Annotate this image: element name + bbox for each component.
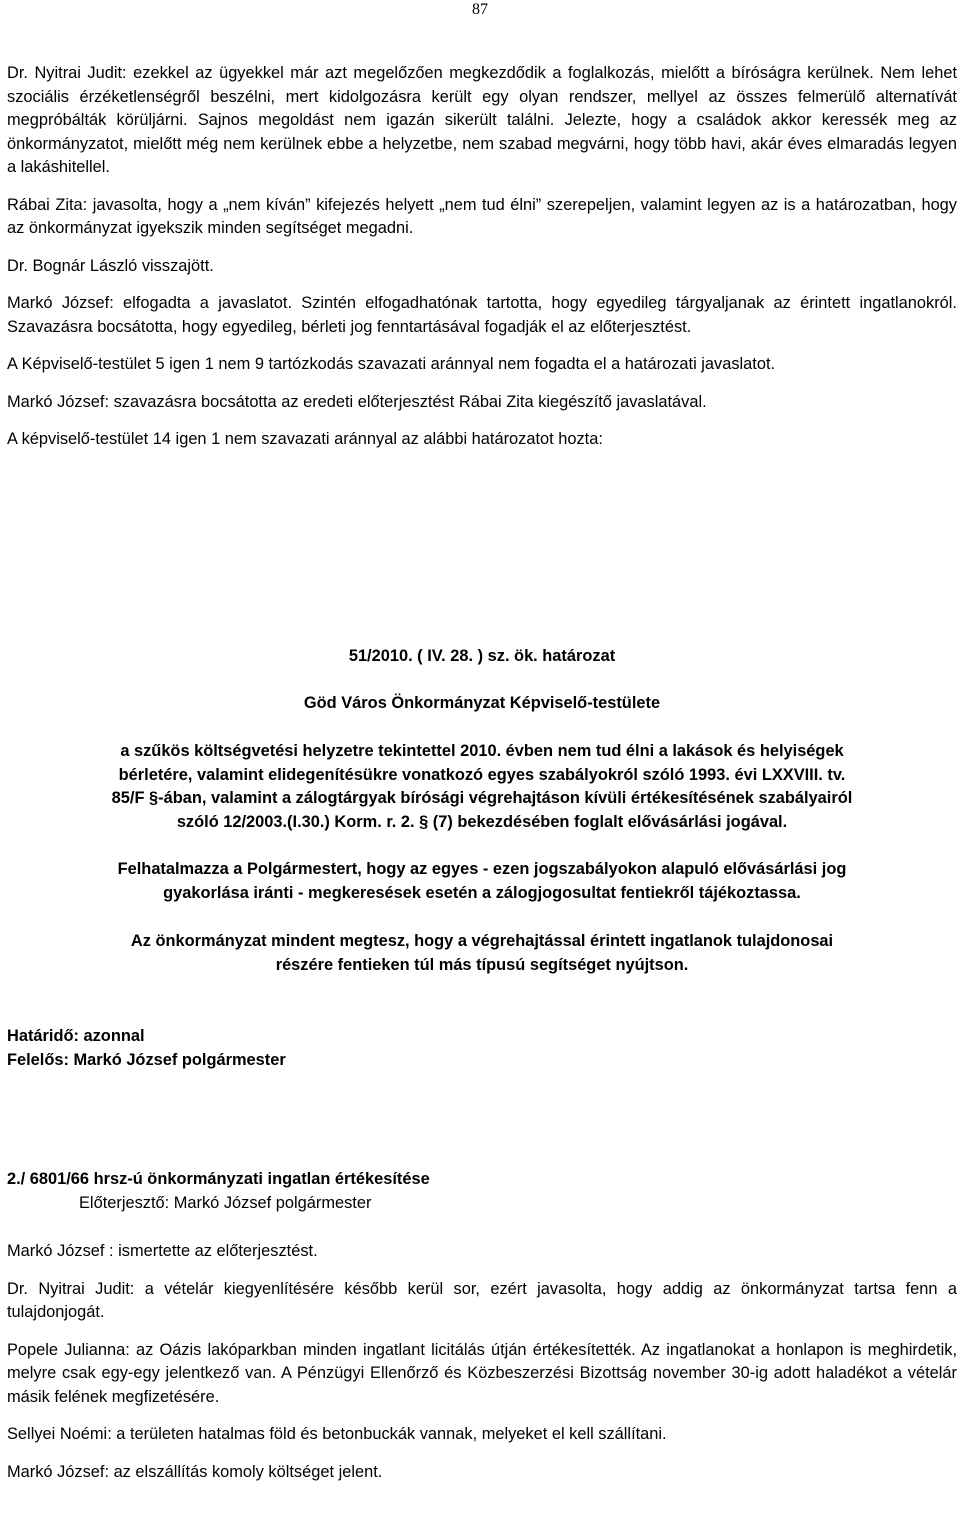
resolution-clause-3 — [7, 930, 957, 977]
paragraph-vote-1: A Képviselő-testület 5 igen 1 nem 9 tartózkodás szavazati aránnyal nem fogadta el a határozati javaslatot. — [7, 355, 776, 373]
paragraph-marko-2: Markó József: szavazásra bocsátotta az eredeti előterjesztést Rábai Zita kiegészítő javaslatával. — [7, 392, 707, 411]
resolution-number: 51/2010. ( IV. 28. ) sz. ök. határozat — [348, 647, 616, 665]
paragraph-marko-3: Markó József : ismertette az előterjesztést. — [7, 1242, 318, 1260]
resolution-footer — [7, 1025, 957, 1072]
clause-2-line: gyakorlása iránti - megkeresések esetén a zálogjogosultat fentiekről tájékoztassa. — [163, 883, 801, 902]
clause-1-line: a szűkös költségvetési helyzetre tekintettel 2010. évben nem tud élni a lakások és helyiségek — [120, 742, 844, 760]
resolution-clause-1 — [7, 740, 957, 834]
paragraph-nyitrai-2: Dr. Nyitrai Judit: a vételár kiegyenlítésére később kerül sor, ezért javasolta, hogy addig az önkormányzat tartsa fenn a tulajdonjogát. — [7, 1279, 957, 1321]
paragraph-sellyei: Sellyei Noémi: a területen hatalmas föld és betonbuckák vannak, melyeket el kell szállítani. — [7, 1425, 667, 1443]
clause-2-line: Felhatalmazza a Polgármestert, hogy az egyes - ezen jogszabályokon alapuló elővásárlási jog — [117, 860, 847, 878]
clause-1-line: 85/F §-ában, valamint a zálogtárgyak bírósági végrehajtáson kívüli értékesítésének szabályairól — [111, 789, 853, 807]
paragraph-marko-1: Markó József: elfogadta a javaslatot. Szintén elfogadhatónak tartotta, hogy egyedileg tárgyaljanak az érintett ingatlanokról. Szavazásra bocsátotta, hogy egyedileg, bérleti jog fenntartásával fogadják el az előterjesztést. — [7, 294, 957, 336]
paragraph-popele: Popele Julianna: az Oázis lakóparkban minden ingatlant licitálás útján értékesítették. Az ingatlanokat a honlapon is meghirdetik, melyre csak egy-egy jelentkező van. A Pénzügyi Ellenőrző és Közbeszerzési Bizottság november 30-ig adott haladékot a vételár másik felének megfizetésére. — [7, 1340, 957, 1406]
paragraph-bognar: Dr. Bognár László visszajött. — [7, 256, 214, 275]
resolution-body: Göd Város Önkormányzat Képviselő-testülete — [303, 694, 661, 712]
discussion-section-2 — [7, 1240, 957, 1484]
resolution-clause-2 — [7, 858, 957, 905]
paragraph-marko-4: Markó József: az elszállítás komoly költséget jelent. — [7, 1462, 383, 1481]
clause-1-line: bérletére, valamint elidegenítésükre vonatkozó egyes szabályokról szóló 1993. évi LXXVIII. tv. — [118, 765, 846, 784]
paragraph-nyitrai-1: Dr. Nyitrai Judit: ezekkel az ügyekkel már azt megelőzően megkezdődik a foglalkozás, mielőtt a bíróságra kerülnek. Nem lehet szociális érzéketlenségről beszélni, mert kidolgozásra került egy olyan rendszer, mellyel az összes felmerülő alternatívát megpróbálták körüljárni. Sajnos megoldást nem igazán sikerült találni. Jelezte, hogy a családok akkor keressék meg az önkormányzatot, mielőtt még nem kerülnek ebbe a helyzetbe, nem szabad megvárni, hogy több havi, akár éves elmaradás legyen a lakáshitellel. — [7, 64, 957, 176]
clause-1-line: szóló 12/2003.(I.30.) Korm. r. 2. § (7) bekezdésében foglalt elővásárlási jogával. — [176, 812, 788, 831]
responsible: Felelős: Markó József polgármester — [7, 1050, 286, 1069]
page-number: 87 — [472, 1, 488, 18]
agenda-title: 2./ 6801/66 hrsz-ú önkormányzati ingatlan értékesítése — [7, 1170, 430, 1188]
discussion-section — [7, 62, 957, 452]
clause-3-line: részére fentieken túl más típusú segítséget nyújtson. — [275, 955, 689, 974]
clause-3-line: Az önkormányzat mindent megtesz, hogy a végrehajtással érintett ingatlanok tulajdonosai — [130, 932, 834, 950]
agenda-presenter: Előterjesztő: Markó József polgármester — [79, 1193, 372, 1212]
agenda-item — [7, 1168, 957, 1215]
deadline: Határidő: azonnal — [7, 1027, 145, 1045]
paragraph-vote-2: A képviselő-testület 14 igen 1 nem szavazati aránnyal az alábbi határozatot hozta: — [7, 430, 603, 448]
paragraph-rabai: Rábai Zita: javasolta, hogy a „nem kíván” kifejezés helyett „nem tud élni” szerepeljen, valamint legyen az is a határozatban, hogy az önkormányzat igyekszik minden segítséget megadni. — [7, 195, 957, 237]
